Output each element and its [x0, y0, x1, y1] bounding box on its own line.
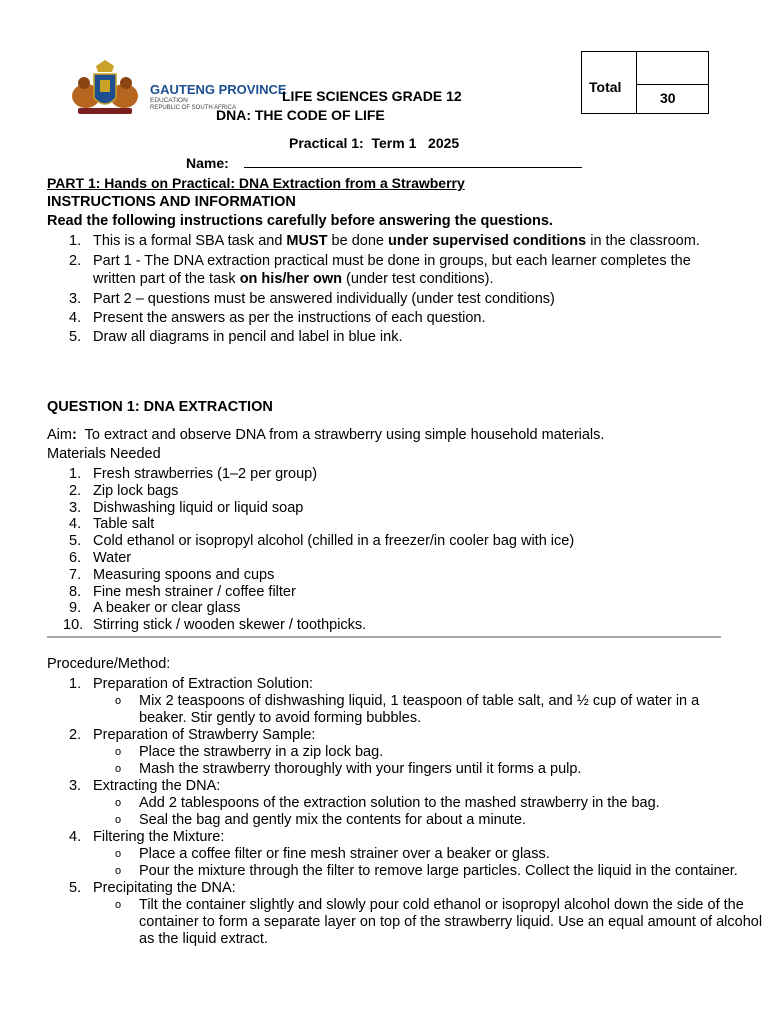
aim-line: Aim: To extract and observe DNA from a strawberry using simple household materials. [47, 427, 605, 443]
instruction-item: 2. Part 1 - The DNA extraction practical must be done in groups, but each learner completes the written part of the task on his/her own (under test conditions). [69, 253, 691, 287]
material-item: 3. Dishwashing liquid or liquid soap [69, 499, 304, 516]
instructions-heading: INSTRUCTIONS AND INFORMATION [47, 194, 296, 210]
question1-heading: QUESTION 1: DNA EXTRACTION [47, 399, 273, 415]
procedure-bullet: o Seal the bag and gently mix the contents for about a minute. [115, 812, 526, 828]
material-item: 8. Fine mesh strainer / coffee filter [69, 583, 296, 600]
procedure-step: 2. Preparation of Strawberry Sample: [69, 727, 316, 743]
material-item: 1. Fresh strawberries (1–2 per group) [69, 466, 318, 482]
instructions-list [47, 232, 721, 346]
total-value: 30 [660, 90, 676, 106]
material-item: 5. Cold ethanol or isopropyl alcohol (chilled in a freezer/in cooler bag with ice) [69, 533, 575, 550]
logo-republic-text: REPUBLIC OF SOUTH AFRICA [150, 105, 237, 111]
instruction-item: 1. This is a formal SBA task and MUST be done under supervised conditions in the classroom. [69, 233, 700, 249]
procedure-bullet: o Place a coffee filter or fine mesh strainer over a beaker or glass. [115, 846, 550, 862]
material-item: 7. Measuring spoons and cups [69, 566, 275, 583]
procedure-steps [47, 676, 763, 948]
procedure-heading: Procedure/Method: [47, 656, 171, 672]
practical-title: Practical 1: Term 1 2025 [289, 135, 460, 151]
section-divider [47, 636, 721, 638]
part1-heading: PART 1: Hands on Practical: DNA Extraction from a Strawberry [47, 175, 465, 191]
procedure-step: 1. Preparation of Extraction Solution: [69, 676, 314, 692]
procedure-bullet: o Place the strawberry in a zip lock bag. [115, 744, 384, 760]
material-item: 2. Zip lock bags [69, 482, 179, 499]
material-item: 9. A beaker or clear glass [69, 600, 241, 617]
material-item: 4. Table salt [69, 516, 155, 533]
material-item: 10. Stirring stick / wooden skewer / toothpicks. [63, 617, 367, 634]
procedure-bullet: o Add 2 tablespoons of the extraction solution to the mashed strawberry in the bag. [115, 795, 660, 811]
procedure-step: 4. Filtering the Mixture: [69, 829, 225, 845]
materials-list [47, 466, 574, 634]
logo-province-name: GAUTENG PROVINCE [150, 82, 287, 97]
instruction-item: 5. Draw all diagrams in pencil and label in blue ink. [69, 329, 403, 345]
subject-title: LIFE SCIENCES GRADE 12 [282, 88, 462, 104]
name-label: Name: [186, 155, 229, 171]
materials-heading: Materials Needed [47, 446, 161, 462]
read-instructions-line: Read the following instructions carefully before answering the questions. [47, 213, 553, 229]
topic-title: DNA: THE CODE OF LIFE [216, 107, 385, 123]
procedure-bullet: o Mash the strawberry thoroughly with your fingers until it forms a pulp. [115, 761, 582, 777]
procedure-bullet: o Pour the mixture through the filter to remove large particles. Collect the liquid in the container. [115, 863, 738, 879]
instruction-item: 3. Part 2 – questions must be answered individually (under test conditions) [69, 291, 555, 307]
procedure-step: 5. Precipitating the DNA: [69, 880, 236, 896]
name-field-line[interactable] [244, 167, 582, 168]
logo-education-text: EDUCATION [150, 97, 188, 104]
procedure-bullet: o Mix 2 teaspoons of dishwashing liquid, 1 teaspoon of table salt, and ½ cup of water in a beaker. Stir gently to avoid forming bubbles. [115, 693, 700, 726]
material-item: 6. Water [69, 549, 132, 566]
procedure-step: 3. Extracting the DNA: [69, 778, 221, 794]
procedure-bullet: o Tilt the container slightly and slowly pour cold ethanol or isopropyl alcohol down the side of the container to form a separate layer on top of the strawberry liquid. Use an equal amount of alcohol as the liquid extract. [115, 897, 763, 947]
instruction-item: 4. Present the answers as per the instructions of each question. [69, 310, 486, 326]
total-label: Total [589, 79, 622, 95]
